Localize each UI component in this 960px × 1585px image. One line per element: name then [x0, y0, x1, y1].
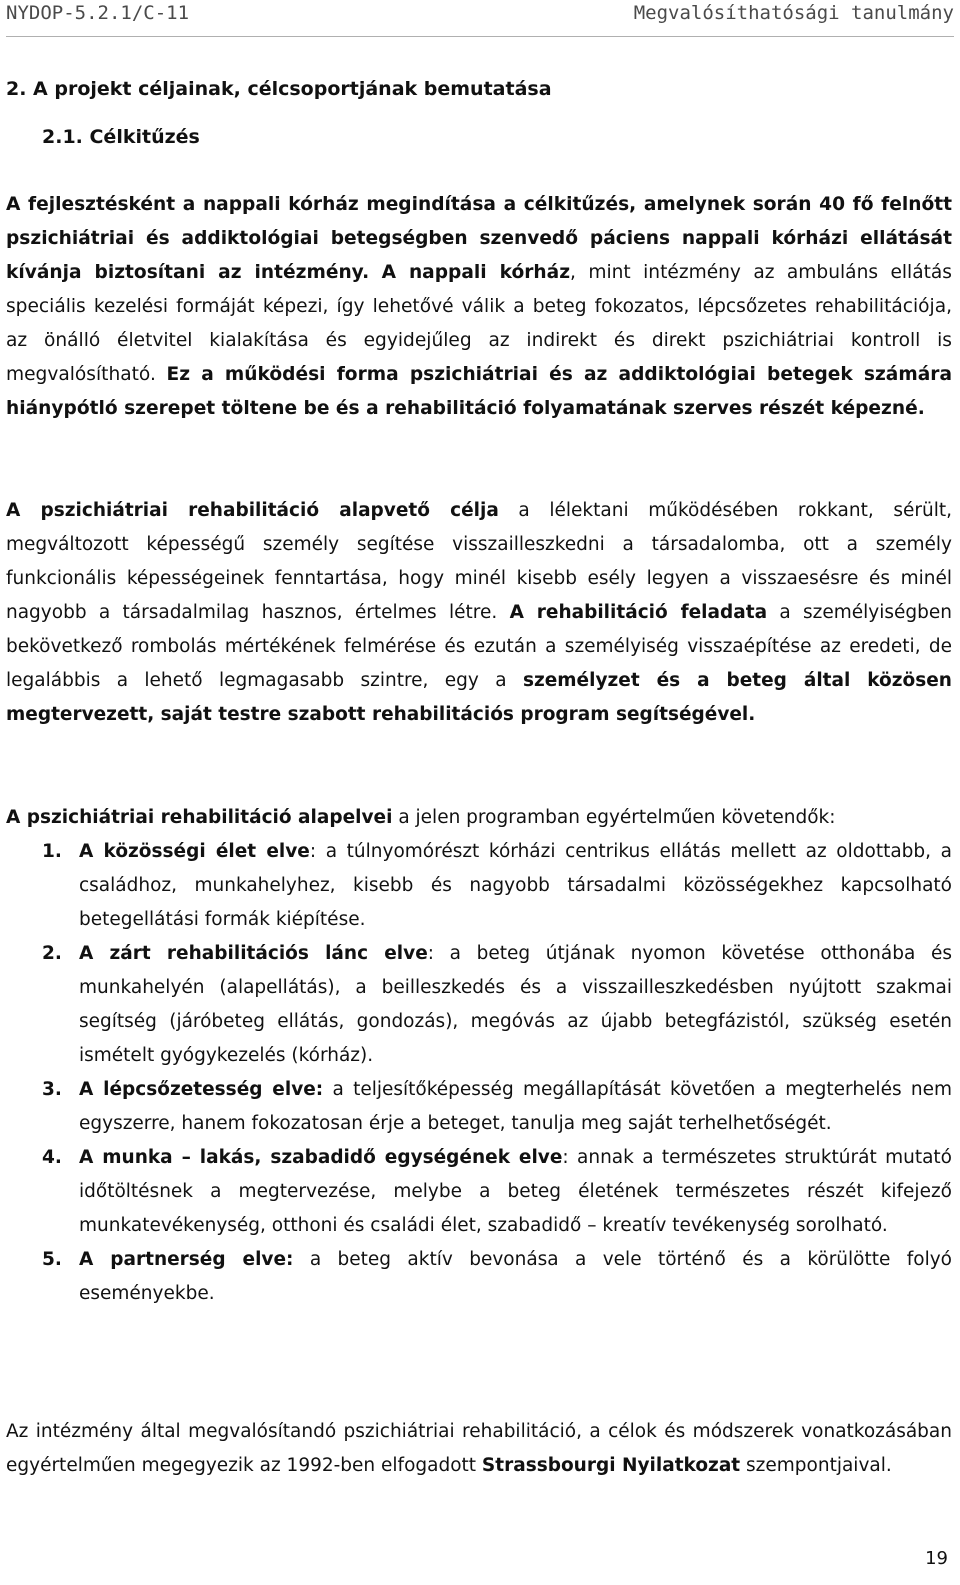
list-item-text: annak a természetes struktúrát mutató időtöltésnek a megtervezése, melybe a beteg életének természetes részét kifejező munkatevékenység, otthoni és családi élet, szabadidő – kreatív tevékenység sorolható. [79, 1147, 952, 1236]
day-hospital-term: A nappali kórház [381, 262, 571, 283]
list-item-text: a teljesítőképesség megállapítását követően a megterhelés nem egyszerre, hanem fokozatosan érje a beteget, tanulja meg saját terhelhetőségét. [79, 1079, 952, 1134]
principles-intro-paragraph [6, 801, 952, 835]
list-item-title: A zárt rehabilitációs lánc elve [79, 943, 428, 964]
list-item [6, 937, 952, 1073]
document-code: NYDOP-5.2.1/C-11 [6, 2, 190, 24]
document-type: Megvalósíthatósági tanulmány [633, 2, 954, 24]
list-item-number: 3. [42, 1079, 62, 1100]
day-hospital-description: , mint intézmény az ambuláns ellátás speciális kezelési formáját képezi, így lehetővé válik a beteg fokozatos, lépcsőzetes rehabilitációja, az önálló életvitel kialakítása és egyidejűleg az indirekt és direkt pszichiátriai kontroll is megvalósítható. [6, 262, 952, 385]
page-number: 19 [925, 1548, 948, 1569]
list-item-title: A közösségi élet elve [79, 841, 310, 862]
objective-intro: A fejlesztésként a nappali kórház megindítása a célkitűzés, amelynek során 40 fő felnőtt pszichiátriai és addiktológiai betegségben szenvedő páciens nappali kórházi ellátását kívánja biztosítani az intézmény. [6, 194, 952, 283]
list-item-number: 4. [42, 1147, 62, 1168]
closing-text-end: szempontjaival. [740, 1455, 892, 1476]
section-heading: 2. A projekt céljainak, célcsoportjának bemutatása [6, 78, 552, 100]
closing-paragraph [6, 1415, 952, 1483]
declaration-term: Strassbourgi Nyilatkozat [481, 1455, 741, 1476]
principles-list [6, 835, 952, 1311]
list-item [6, 1141, 952, 1243]
list-item [6, 1073, 952, 1141]
list-item-separator: : [309, 841, 317, 862]
list-item-number: 2. [42, 943, 62, 964]
list-item-title: A lépcsőzetesség elve: [79, 1079, 324, 1100]
rehab-goal-text: a lélektani működésében rokkant, sérült, megváltozott képességű személy segítése visszailleszkedni a társadalomba, ott a személy funkcionális képességeinek fenntartása, hogy minél kisebb esély legyen a visszaesésre és minél nagyobb a társadalmilag hasznos, értelmes létre. [6, 500, 952, 623]
rehab-task-term: A rehabilitáció feladata [509, 602, 768, 623]
list-item-number: 5. [42, 1249, 62, 1270]
list-item-title: A munka – lakás, szabadidő egységének elve [79, 1147, 563, 1168]
list-item-title: A partnerség elve: [79, 1249, 294, 1270]
list-item-separator: : [427, 943, 434, 964]
list-item-text: a beteg aktív bevonása a vele történő és a körülötte folyó eseményekbe. [79, 1249, 952, 1304]
list-item [6, 1243, 952, 1311]
list-item [6, 835, 952, 937]
objective-conclusion: Ez a működési forma pszichiátriai és az addiktológiai betegek számára hiánypótló szerepet töltene be és a rehabilitáció folyamatának szerves részét képezné. [6, 364, 952, 419]
principles-intro-text: a jelen programban egyértelműen követendők: [392, 807, 836, 828]
rehab-task-text: a személyiségben bekövetkező rombolás mértékének felmérése és ezután a személyiség visszaépítése az eredeti, de legalábbis a lehető legmagasabb szintre, egy a [6, 602, 953, 691]
rehab-goal-intro: A pszichiátriai rehabilitáció alapvető célja [6, 500, 499, 521]
list-item-text: a beteg útjának nyomon követése otthonába és munkahelyén (alapellátás), a beilleszkedés és a visszailleszkedésben nyújtott szakmai segítség (járóbeteg ellátás, gondozás), megóvás az újabb betegfázistól, szükség esetén ismételt gyógykezelés (kórház). [79, 943, 952, 1066]
objective-paragraph [6, 188, 952, 426]
list-item-text: a túlnyomórészt kórházi centrikus ellátás mellett az oldottabb, a családhoz, munkahelyhez, kisebb és nagyobb társadalmi közösségekhez kapcsolható betegellátási formák kiépítése. [79, 841, 952, 930]
subsection-heading: 2.1. Célkitűzés [42, 126, 200, 148]
page-header [6, 0, 954, 37]
list-item-number: 1. [42, 841, 62, 862]
list-item-separator: : [562, 1147, 569, 1168]
principles-intro-term: A pszichiátriai rehabilitáció alapelvei [6, 807, 393, 828]
closing-text: Az intézmény által megvalósítandó pszichiátriai rehabilitáció, a célok és módszerek vonatkozásában egyértelműen megegyezik az 1992-ben elfogadott [6, 1421, 952, 1476]
rehab-goal-paragraph [6, 494, 952, 732]
rehab-program-term: személyzet és a beteg által közösen megtervezett, saját testre szabott rehabilitációs program segítségével. [6, 670, 952, 725]
